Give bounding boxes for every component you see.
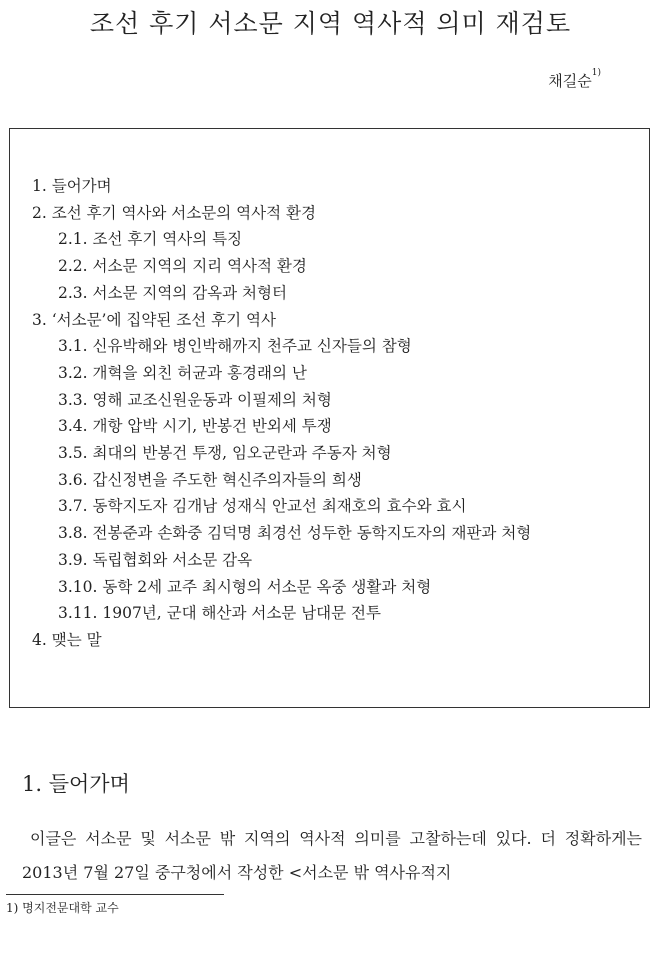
toc-item: 3.4. 개항 압박 시기, 반봉건 반외세 투쟁 (58, 417, 332, 436)
toc-item: 3.2. 개혁을 외친 허균과 홍경래의 난 (58, 363, 307, 382)
table-of-contents-box (9, 128, 650, 708)
author-line (548, 70, 601, 91)
page-title: 조선 후기 서소문 지역 역사적 의미 재검토 (89, 9, 572, 38)
footnote: 1) 명지전문대학 교수 (6, 901, 119, 915)
toc-item: 3.6. 갑신정변을 주도한 혁신주의자들의 희생 (58, 470, 362, 489)
footnote-divider (6, 894, 224, 895)
toc-item: 2.3. 서소문 지역의 감옥과 처형터 (58, 283, 287, 302)
toc-item: 3.9. 독립협회와 서소문 감옥 (58, 550, 253, 569)
toc-item: 3.7. 동학지도자 김개남 성재식 안교선 최재호의 효수와 효시 (58, 497, 467, 516)
toc-item: 2. 조선 후기 역사와 서소문의 역사적 환경 (32, 203, 316, 222)
toc-item: 3.8. 전봉준과 손화중 김덕명 최경선 성두한 동학지도자의 재판과 처형 (58, 524, 532, 543)
toc-item: 2.1. 조선 후기 역사의 특징 (58, 230, 243, 249)
body-paragraph: 이글은 서소문 및 서소문 밖 지역의 역사적 의미를 고찰하는데 있다. 더 정확하게는 2013년 7월 27일 중구청에서 작성한 <서소문 밖 역사유적지 (22, 829, 642, 882)
author-footnote-mark: 1) (591, 68, 601, 78)
toc-item: 3.11. 1907년, 군대 해산과 서소문 남대문 전투 (58, 604, 381, 623)
toc-item: 3.5. 최대의 반봉건 투쟁, 임오군란과 주동자 처형 (58, 444, 392, 462)
section-heading: 1. 들어가며 (22, 772, 130, 796)
author-name: 채길순 (548, 72, 592, 90)
toc-item: 4. 맺는 말 (32, 630, 102, 649)
toc-item: 3. ‘서소문’에 집약된 조선 후기 역사 (32, 310, 276, 329)
toc-item: 3.10. 동학 2세 교주 최시형의 서소문 옥중 생활과 처형 (58, 577, 432, 596)
toc-item: 2.2. 서소문 지역의 지리 역사적 환경 (58, 257, 307, 276)
toc-item: 3.1. 신유박해와 병인박해까지 천주교 신자들의 참형 (58, 337, 412, 356)
toc-item: 1. 들어가며 (32, 177, 112, 195)
toc-item: 3.3. 영해 교조신원운동과 이필제의 처형 (58, 390, 332, 409)
